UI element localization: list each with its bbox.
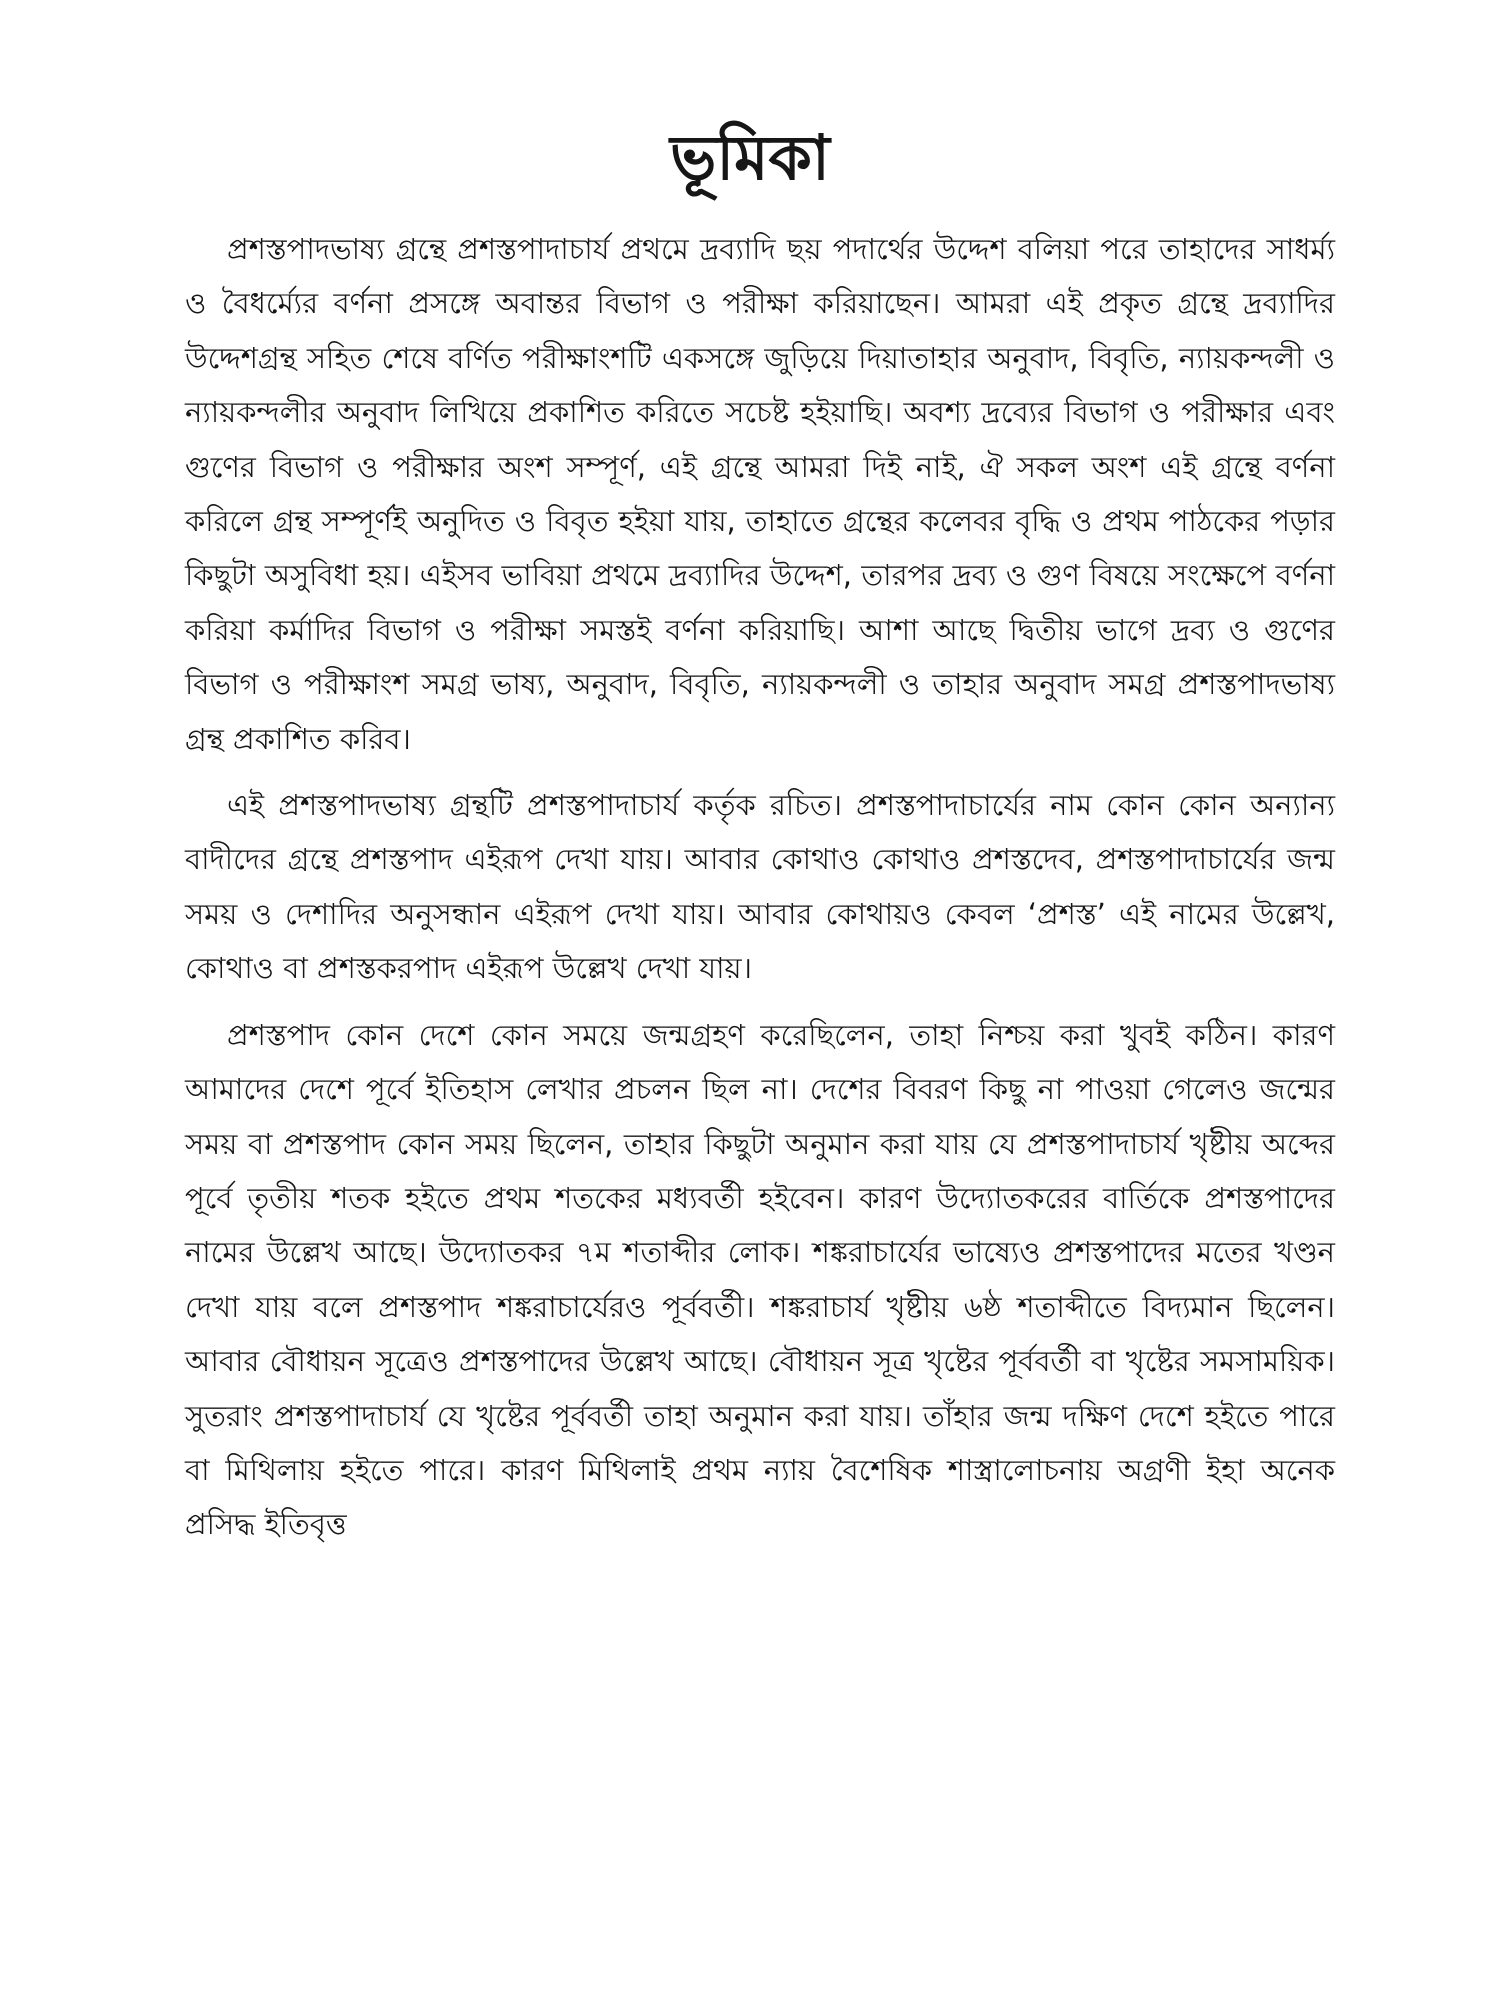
paragraph-1: প্রশস্তপাদভাষ্য গ্রন্থে প্রশস্তপাদাচার্য প্রথমে দ্রব্যাদি ছয় পদার্থের উদ্দেশ বলিয়া পরে তাহাদের সাধর্ম্য ও বৈধর্ম্যের বর্ণনা প্রসঙ্গে অবান্তর বিভাগ ও পরীক্ষা করিয়াছেন। আমরা এই প্রকৃত গ্রন্থে দ্রব্যাদির উদ্দেশগ্রন্থ সহিত শেষে বর্ণিত পরীক্ষাংশটি একসঙ্গে জুড়িয়ে দিয়াতাহার অনুবাদ, বিবৃতি, ন্যায়কন্দলী ও ন্যায়কন্দলীর অনুবাদ লিখিয়ে প্রকাশিত করিতে সচেষ্ট হইয়াছি। অবশ্য দ্রব্যের বিভাগ ও পরীক্ষার এবং গুণের বিভাগ ও পরীক্ষার অংশ সম্পূর্ণ, এই গ্রন্থে আমরা দিই নাই, ঐ সকল অংশ এই গ্রন্থে বর্ণনা করিলে গ্রন্থ সম্পূর্ণই অনুদিত ও বিবৃত হইয়া যায়, তাহাতে গ্রন্থের কলেবর বৃদ্ধি ও প্রথম পাঠকের পড়ার কিছুটা অসুবিধা হয়। এইসব ভাবিয়া প্রথমে দ্রব্যাদির উদ্দেশ, তারপর দ্রব্য ও গুণ বিষয়ে সংক্ষেপে বর্ণনা করিয়া কর্মাদির বিভাগ ও পরীক্ষা সমস্তই বর্ণনা করিয়াছি। আশা আছে দ্বিতীয় ভাগে দ্রব্য ও গুণের বিভাগ ও পরীক্ষাংশ সমগ্র ভাষ্য, অনুবাদ, বিবৃতি, ন্যায়কন্দলী ও তাহার অনুবাদ সমগ্র প্রশস্তপাদভাষ্য গ্রন্থ প্রকাশিত করিব। xyxy=(185,232,1335,756)
paragraph-2: এই প্রশস্তপাদভাষ্য গ্রন্থটি প্রশস্তপাদাচার্য কর্তৃক রচিত। প্রশস্তপাদাচার্যের নাম কোন কোন অন্যান্য বাদীদের গ্রন্থে প্রশস্তপাদ এইরূপ দেখা যায়। আবার কোথাও কোথাও প্রশস্তদেব, প্রশস্তপাদাচার্যের জন্ম সময় ও দেশাদির অনুসন্ধান এইরূপ দেখা যায়। আবার কোথায়ও কেবল ‘প্রশস্ত’ এই নামের উল্লেখ, কোথাও বা প্রশস্তকরপাদ এইরূপ উল্লেখ দেখা যায়। xyxy=(185,788,1335,986)
body-text xyxy=(185,222,1335,1552)
paragraph-3: প্রশস্তপাদ কোন দেশে কোন সময়ে জন্মগ্রহণ করেছিলেন, তাহা নিশ্চয় করা খুবই কঠিন। কারণ আমাদের দেশে পূর্বে ইতিহাস লেখার প্রচলন ছিল না। দেশের বিবরণ কিছু না পাওয়া গেলেও জন্মের সময় বা প্রশস্তপাদ কোন সময় ছিলেন, তাহার কিছুটা অনুমান করা যায় যে প্রশস্তপাদাচার্য খৃষ্টীয় অব্দের পূর্বে তৃতীয় শতক হইতে প্রথম শতকের মধ্যবর্তী হইবেন। কারণ উদ্যোতকরের বার্তিকে প্রশস্তপাদের নামের উল্লেখ আছে। উদ্যোতকর ৭ম শতাব্দীর লোক। শঙ্করাচার্যের ভাষ্যেও প্রশস্তপাদের মতের খণ্ডন দেখা যায় বলে প্রশস্তপাদ শঙ্করাচার্যেরও পূর্ববর্তী। শঙ্করাচার্য খৃষ্টীয় ৬ষ্ঠ শতাব্দীতে বিদ্যমান ছিলেন। আবার বৌধায়ন সূত্রেও প্রশস্তপাদের উল্লেখ আছে। বৌধায়ন সূত্র খৃষ্টের পূর্ববর্তী বা খৃষ্টের সমসাময়িক। সুতরাং প্রশস্তপাদাচার্য যে খৃষ্টের পূর্ববর্তী তাহা অনুমান করা যায়। তাঁহার জন্ম দক্ষিণ দেশে হইতে পারে বা মিথিলায় হইতে পারে। কারণ মিথিলাই প্রথম ন্যায় বৈশেষিক শাস্ত্রালোচনায় অগ্রণী ইহা অনেক প্রসিদ্ধ ইতিবৃত্ত xyxy=(185,1017,1335,1542)
page-title: ভূমিকা xyxy=(670,121,830,194)
